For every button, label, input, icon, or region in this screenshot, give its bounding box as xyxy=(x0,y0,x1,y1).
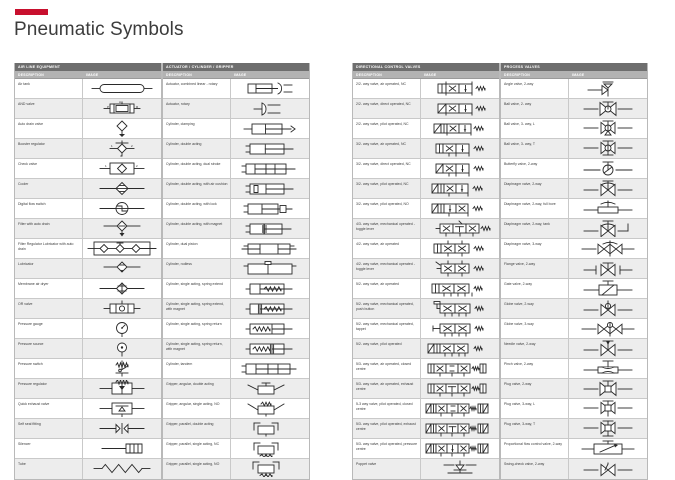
table-row xyxy=(15,219,161,239)
table-row xyxy=(163,419,309,439)
svg-text:1: 1 xyxy=(105,164,107,168)
symbol-valve-22-air-nc-icon xyxy=(421,79,499,98)
svg-text:P: P xyxy=(107,105,110,109)
column-headers xyxy=(353,71,499,79)
symbol-description: Pressure regulator xyxy=(15,379,83,398)
symbol-valve-22-pilot-nc-icon xyxy=(421,119,499,138)
symbol-proportional-flow-control-valve-2way-icon xyxy=(569,439,647,458)
symbol-pressure-source-icon xyxy=(83,339,161,358)
symbol-description: Actuator, combined linear - rotary xyxy=(163,79,231,98)
column-header-image: IMAGE xyxy=(86,73,99,77)
symbol-description: Cylinder, double acting xyxy=(163,139,231,158)
page-title: Pneumatic Symbols xyxy=(14,19,184,40)
table-row xyxy=(163,239,309,259)
symbol-angle-valve-2way-icon xyxy=(569,79,647,98)
symbol-description: Cylinder, double acting, with magnet xyxy=(163,219,231,238)
symbol-description: Cylinder, rodless xyxy=(163,259,231,278)
symbol-description: Tube xyxy=(15,459,83,479)
symbol-description: Cylinder, double acting, dual stroke xyxy=(163,159,231,178)
symbol-description: Proportional flow control valve, 2-way xyxy=(501,439,569,458)
symbol-description: Gate valve, 2-way xyxy=(501,279,569,298)
table-row xyxy=(353,439,499,459)
symbol-description: Gripper, parallel, single acting, NO xyxy=(163,459,231,479)
table-row xyxy=(353,219,499,239)
symbol-valve-53-pilot-exhaust-centre-icon xyxy=(421,419,499,438)
symbol-description: Globe valve, 3-way xyxy=(501,319,569,338)
table-row xyxy=(15,399,161,419)
symbol-description: Cylinder, double acting, with lock xyxy=(163,199,231,218)
symbol-description: Flange valve, 2-way xyxy=(501,259,569,278)
symbol-cylinder-tandem-icon xyxy=(231,359,309,378)
symbol-description: Cylinder, single acting, spring return, with magnet xyxy=(163,339,231,358)
table-row xyxy=(163,439,309,459)
symbol-description: Pinch valve, 2-way xyxy=(501,359,569,378)
symbol-description: 4/3- way valve, mechanical operated - toggle lever xyxy=(353,219,421,238)
table-row xyxy=(353,159,499,179)
symbol-description: Pressure switch xyxy=(15,359,83,378)
symbol-valve-42-air-icon xyxy=(421,239,499,258)
symbol-description: Plug valve, 3-way, T xyxy=(501,419,569,438)
symbol-globe-valve-3way-icon xyxy=(569,319,647,338)
table-row xyxy=(163,159,309,179)
symbol-description: Quick exhaust valve xyxy=(15,399,83,418)
symbol-valve-32-direct-nc-icon xyxy=(421,159,499,178)
symbol-gripper-angular-single-acting-no-icon xyxy=(231,399,309,418)
symbol-description: Silencer xyxy=(15,439,83,458)
symbol-valve-52-pilot-icon xyxy=(421,339,499,358)
symbol-description: 5/2- way valve, mechanical operated, tappet xyxy=(353,319,421,338)
table-row xyxy=(163,219,309,239)
symbol-valve-42-toggle-lever-icon xyxy=(421,259,499,278)
symbol-description: Gripper, angular, single acting, NO xyxy=(163,399,231,418)
symbol-cylinder-single-acting-spring-extend-icon xyxy=(231,279,309,298)
symbol-gripper-parallel-single-acting-nc-icon xyxy=(231,439,309,458)
table-row xyxy=(501,339,647,359)
symbol-valve-32-pilot-nc-icon xyxy=(421,179,499,198)
symbol-description: Plug valve, 3-way, L xyxy=(501,399,569,418)
table-group-process-valves xyxy=(500,63,648,480)
symbol-description: Cylinder, single acting, spring extend xyxy=(163,279,231,298)
symbol-self-seal-fitting-icon xyxy=(83,419,161,438)
symbol-description: 5/3- way valve, pilot operated, exhaust centre xyxy=(353,419,421,438)
group-rows xyxy=(163,79,309,479)
symbol-description: Diaphragm valve, 2-way, tank xyxy=(501,219,569,238)
table-row xyxy=(15,299,161,319)
symbol-ball-valve-2way-icon xyxy=(569,99,647,118)
symbol-butterfly-valve-2way-icon xyxy=(569,159,647,178)
table-row xyxy=(15,319,161,339)
table-row xyxy=(163,199,309,219)
symbol-description: Check valve xyxy=(15,159,83,178)
table-row xyxy=(353,239,499,259)
table-row xyxy=(353,359,499,379)
table-row xyxy=(15,419,161,439)
table-row xyxy=(163,139,309,159)
table-group-directional-control-valves xyxy=(352,63,500,480)
table-row xyxy=(163,299,309,319)
symbol-cylinder-clamping-icon xyxy=(231,119,309,138)
table-row xyxy=(15,199,161,219)
table-row xyxy=(353,119,499,139)
column-header-image: IMAGE xyxy=(424,73,437,77)
table-row xyxy=(163,279,309,299)
symbol-description: Cylinder, single acting, spring return xyxy=(163,319,231,338)
symbol-valve-52-push-button-icon xyxy=(421,299,499,318)
table-row xyxy=(15,79,161,99)
symbol-description: 5/3- way valve, pilot operated, pressure centre xyxy=(353,439,421,458)
symbol-actuator-combined-linear-rotary-icon xyxy=(231,79,309,98)
symbol-digital-flow-switch-icon xyxy=(83,199,161,218)
symbol-valve-53-air-closed-centre-icon xyxy=(421,359,499,378)
table-row xyxy=(353,79,499,99)
symbol-description: Actuator, rotary xyxy=(163,99,231,118)
column-headers xyxy=(501,71,647,79)
symbol-filter-auto-drain-icon xyxy=(83,219,161,238)
accent-bar xyxy=(15,9,48,15)
symbol-quick-exhaust-valve-icon xyxy=(83,399,161,418)
symbol-description: 5/2- way valve, air operated xyxy=(353,279,421,298)
symbol-description: Cylinder, clamping xyxy=(163,119,231,138)
symbol-description: Pressure source xyxy=(15,339,83,358)
table-row xyxy=(353,379,499,399)
symbol-cylinder-double-acting-air-cushion-icon xyxy=(231,179,309,198)
symbol-description: 2/2- way valve, air operated, NC xyxy=(353,79,421,98)
column-header-description: DESCRIPTION xyxy=(504,73,530,77)
table-row xyxy=(501,439,647,459)
symbol-cylinder-double-acting-lock-icon xyxy=(231,199,309,218)
symbol-plug-valve-3way-t-icon xyxy=(569,419,647,438)
table-row xyxy=(15,119,161,139)
symbol-cylinder-double-acting-dual-stroke-icon xyxy=(231,159,309,178)
symbol-description: Self seal fitting xyxy=(15,419,83,438)
table-row xyxy=(353,299,499,319)
symbol-valve-52-air-icon xyxy=(421,279,499,298)
symbol-needle-valve-2way-icon xyxy=(569,339,647,358)
table-row xyxy=(501,379,647,399)
column-headers xyxy=(15,71,161,79)
table-row xyxy=(353,199,499,219)
table-row xyxy=(501,179,647,199)
symbol-plug-valve-3way-l-icon xyxy=(569,399,647,418)
symbol-description: Poppet valve xyxy=(353,459,421,479)
symbol-flange-valve-2way-icon xyxy=(569,259,647,278)
symbol-booster-regulator-icon xyxy=(83,139,161,158)
symbol-description: Needle valve, 2-way xyxy=(501,339,569,358)
symbol-silencer-icon xyxy=(83,439,161,458)
symbol-description: 3/2- way valve, pilot operated, NC xyxy=(353,179,421,198)
table-row xyxy=(501,219,647,239)
table-row xyxy=(353,339,499,359)
table-row xyxy=(163,99,309,119)
symbol-pinch-valve-2way-icon xyxy=(569,359,647,378)
table-row xyxy=(163,319,309,339)
symbol-description: 5/2- way valve, pilot operated xyxy=(353,339,421,358)
table-row xyxy=(163,79,309,99)
symbol-description: Filter with auto drain xyxy=(15,219,83,238)
column-header-description: DESCRIPTION xyxy=(356,73,382,77)
group-title: AIR LINE EQUIPMENT xyxy=(15,63,161,71)
symbol-description: 5-3 way valve, pilot operated, closed centre xyxy=(353,399,421,418)
symbol-actuator-rotary-icon xyxy=(231,99,309,118)
table-row xyxy=(163,379,309,399)
table-row xyxy=(501,159,647,179)
table-row xyxy=(353,139,499,159)
symbol-description: Gripper, parallel, double acting xyxy=(163,419,231,438)
symbol-pressure-gauge-icon xyxy=(83,319,161,338)
table-row xyxy=(501,359,647,379)
symbol-description: Lubricator xyxy=(15,259,83,278)
symbol-description: Cylinder, single acting, spring extend, with magnet xyxy=(163,299,231,318)
symbol-valve-53-pilot-pressure-centre-icon xyxy=(421,439,499,458)
symbol-description: Cylinder, double acting, with air cushion xyxy=(163,179,231,198)
table-row xyxy=(15,139,161,159)
symbol-description: 3/2- way valve, direct operated, NC xyxy=(353,159,421,178)
symbol-cylinder-dual-piston-icon xyxy=(231,239,309,258)
group-rows xyxy=(15,79,161,479)
symbol-check-valve-icon xyxy=(83,159,161,178)
column-header-image: IMAGE xyxy=(572,73,585,77)
symbol-description: Ball valve, 3- way, L xyxy=(501,119,569,138)
symbol-description: Swing-check valve, 2-way xyxy=(501,459,569,479)
symbol-auto-drain-valve-icon xyxy=(83,119,161,138)
symbol-description: Gripper, parallel, single acting, NC xyxy=(163,439,231,458)
table-row xyxy=(163,359,309,379)
table-group-actuator-cylinder-gripper xyxy=(162,63,310,480)
table-row xyxy=(15,259,161,279)
symbol-valve-43-toggle-lever-icon xyxy=(421,219,499,238)
symbol-description: Plug valve, 2-way xyxy=(501,379,569,398)
symbol-description: Angle valve, 2-way xyxy=(501,79,569,98)
symbol-cylinder-double-acting-magnet-icon xyxy=(231,219,309,238)
symbol-description: 3/2- way valve, air operated, NC xyxy=(353,139,421,158)
symbol-description: Cylinder, tandem xyxy=(163,359,231,378)
symbol-valve-22-direct-nc-icon xyxy=(421,99,499,118)
symbol-valve-32-pilot-no-icon xyxy=(421,199,499,218)
symbol-lubricator-icon xyxy=(83,259,161,278)
table-row xyxy=(353,179,499,199)
symbol-description: 5/3- way valve, air operated, exhaust centre xyxy=(353,379,421,398)
symbol-gate-valve-2way-icon xyxy=(569,279,647,298)
table-row xyxy=(501,299,647,319)
column-header-description: DESCRIPTION xyxy=(166,73,192,77)
symbol-description: 5/3- way valve, air operated, closed centre xyxy=(353,359,421,378)
symbol-cylinder-single-acting-spring-return-icon xyxy=(231,319,309,338)
symbol-valve-52-tappet-icon xyxy=(421,319,499,338)
symbol-air-tank-icon xyxy=(83,79,161,98)
symbol-description: Ball valve, 3- way, T xyxy=(501,139,569,158)
symbol-and-valve-icon xyxy=(83,99,161,118)
symbol-pressure-switch-icon xyxy=(83,359,161,378)
group-rows xyxy=(501,79,647,479)
group-rows xyxy=(353,79,499,479)
table-row xyxy=(15,239,161,259)
symbol-description: 4/2- way valve, air operated xyxy=(353,239,421,258)
symbol-cylinder-double-acting-icon xyxy=(231,139,309,158)
symbol-membrane-air-dryer-icon xyxy=(83,279,161,298)
table-row xyxy=(501,259,647,279)
table-row xyxy=(501,139,647,159)
table-row xyxy=(501,79,647,99)
group-title: DIRECTIONAL CONTROL VALVES xyxy=(353,63,499,71)
svg-text:3: 3 xyxy=(120,154,122,157)
symbol-description: OR valve xyxy=(15,299,83,318)
symbol-description: Digital flow switch xyxy=(15,199,83,218)
symbol-description: Membrane air dryer xyxy=(15,279,83,298)
symbol-globe-valve-2way-icon xyxy=(569,299,647,318)
table-group-air-line-equipment xyxy=(14,63,162,480)
svg-text:1: 1 xyxy=(111,144,113,148)
table-row xyxy=(163,119,309,139)
table-row xyxy=(15,379,161,399)
symbol-description: Ball valve, 2- way xyxy=(501,99,569,118)
table-row xyxy=(15,339,161,359)
table-row xyxy=(163,179,309,199)
symbol-description: Filter Regulator Lubricator with auto drain xyxy=(15,239,83,258)
symbol-description: Diaphragm valve, 2-way xyxy=(501,179,569,198)
symbol-description: Gripper, angular, double acting xyxy=(163,379,231,398)
symbol-description: AND valve xyxy=(15,99,83,118)
column-header-image: IMAGE xyxy=(234,73,247,77)
symbol-description: 3/2- way valve, pilot operated, NO xyxy=(353,199,421,218)
symbol-description: Cooler xyxy=(15,179,83,198)
symbol-description: Cylinder, dual piston xyxy=(163,239,231,258)
table-row xyxy=(501,99,647,119)
table-row xyxy=(353,279,499,299)
table-row xyxy=(501,119,647,139)
symbol-diaphragm-valve-2way-icon xyxy=(569,179,647,198)
symbol-diaphragm-valve-2way-tank-icon xyxy=(569,219,647,238)
table-row xyxy=(163,259,309,279)
column-headers xyxy=(163,71,309,79)
symbol-gripper-angular-double-acting-icon xyxy=(231,379,309,398)
group-title: PROCESS VALVES xyxy=(501,63,647,71)
table-row xyxy=(353,319,499,339)
column-header-description: DESCRIPTION xyxy=(18,73,44,77)
table-row xyxy=(501,199,647,219)
symbol-frl-auto-drain-icon xyxy=(83,239,161,258)
symbol-description: Auto drain valve xyxy=(15,119,83,138)
symbol-description: 4/2- way valve, mechanical operated - toggle lever xyxy=(353,259,421,278)
symbol-or-valve-icon xyxy=(83,299,161,318)
symbol-description: Booster regulator xyxy=(15,139,83,158)
symbol-diaphragm-valve-3way-icon xyxy=(569,239,647,258)
symbol-cooler-icon xyxy=(83,179,161,198)
symbol-ball-valve-3way-l-icon xyxy=(569,119,647,138)
symbol-valve-53-air-exhaust-centre-icon xyxy=(421,379,499,398)
symbol-valve-32-air-nc-icon xyxy=(421,139,499,158)
symbol-cylinder-single-acting-spring-return-magnet-icon xyxy=(231,339,309,358)
symbol-pressure-regulator-icon xyxy=(83,379,161,398)
table-row xyxy=(353,419,499,439)
symbol-description: 5/2- way valve, mechanical operated, push button xyxy=(353,299,421,318)
symbol-gripper-parallel-double-acting-icon xyxy=(231,419,309,438)
table-row xyxy=(15,99,161,119)
symbol-description: Globe valve, 2-way xyxy=(501,299,569,318)
symbol-description: 2/2- way valve, direct operated, NC xyxy=(353,99,421,118)
group-title: ACTUATOR / CYLINDER / GRIPPER xyxy=(163,63,309,71)
table-row xyxy=(353,259,499,279)
table-row xyxy=(353,399,499,419)
table-row xyxy=(15,279,161,299)
symbol-description: Diaphragm valve, 2-way, full bore xyxy=(501,199,569,218)
symbol-valve-53-pilot-closed-centre-icon xyxy=(421,399,499,418)
symbol-cylinder-single-acting-spring-extend-magnet-icon xyxy=(231,299,309,318)
table-row xyxy=(15,159,161,179)
table-row xyxy=(15,359,161,379)
table-row xyxy=(501,239,647,259)
svg-text:2: 2 xyxy=(131,144,133,148)
svg-text:A: A xyxy=(119,100,122,104)
svg-text:R: R xyxy=(136,105,139,109)
table-row xyxy=(163,399,309,419)
table-row xyxy=(15,439,161,459)
symbol-description: 2/2- way valve, pilot operated, NC xyxy=(353,119,421,138)
table-row xyxy=(15,179,161,199)
symbol-description: Butterfly valve, 2-way xyxy=(501,159,569,178)
symbol-diaphragm-valve-2way-full-bore-icon xyxy=(569,199,647,218)
svg-text:2: 2 xyxy=(136,164,138,168)
table-row xyxy=(163,339,309,359)
symbol-ball-valve-3way-t-icon xyxy=(569,139,647,158)
table-row xyxy=(501,419,647,439)
table-row xyxy=(353,99,499,119)
symbol-description: Air tank xyxy=(15,79,83,98)
symbol-plug-valve-2way-icon xyxy=(569,379,647,398)
table-row xyxy=(501,279,647,299)
symbol-cylinder-rodless-icon xyxy=(231,259,309,278)
symbol-description: Pressure gauge xyxy=(15,319,83,338)
symbol-description: Diaphragm valve, 3-way xyxy=(501,239,569,258)
table-row xyxy=(501,399,647,419)
table-row xyxy=(501,319,647,339)
